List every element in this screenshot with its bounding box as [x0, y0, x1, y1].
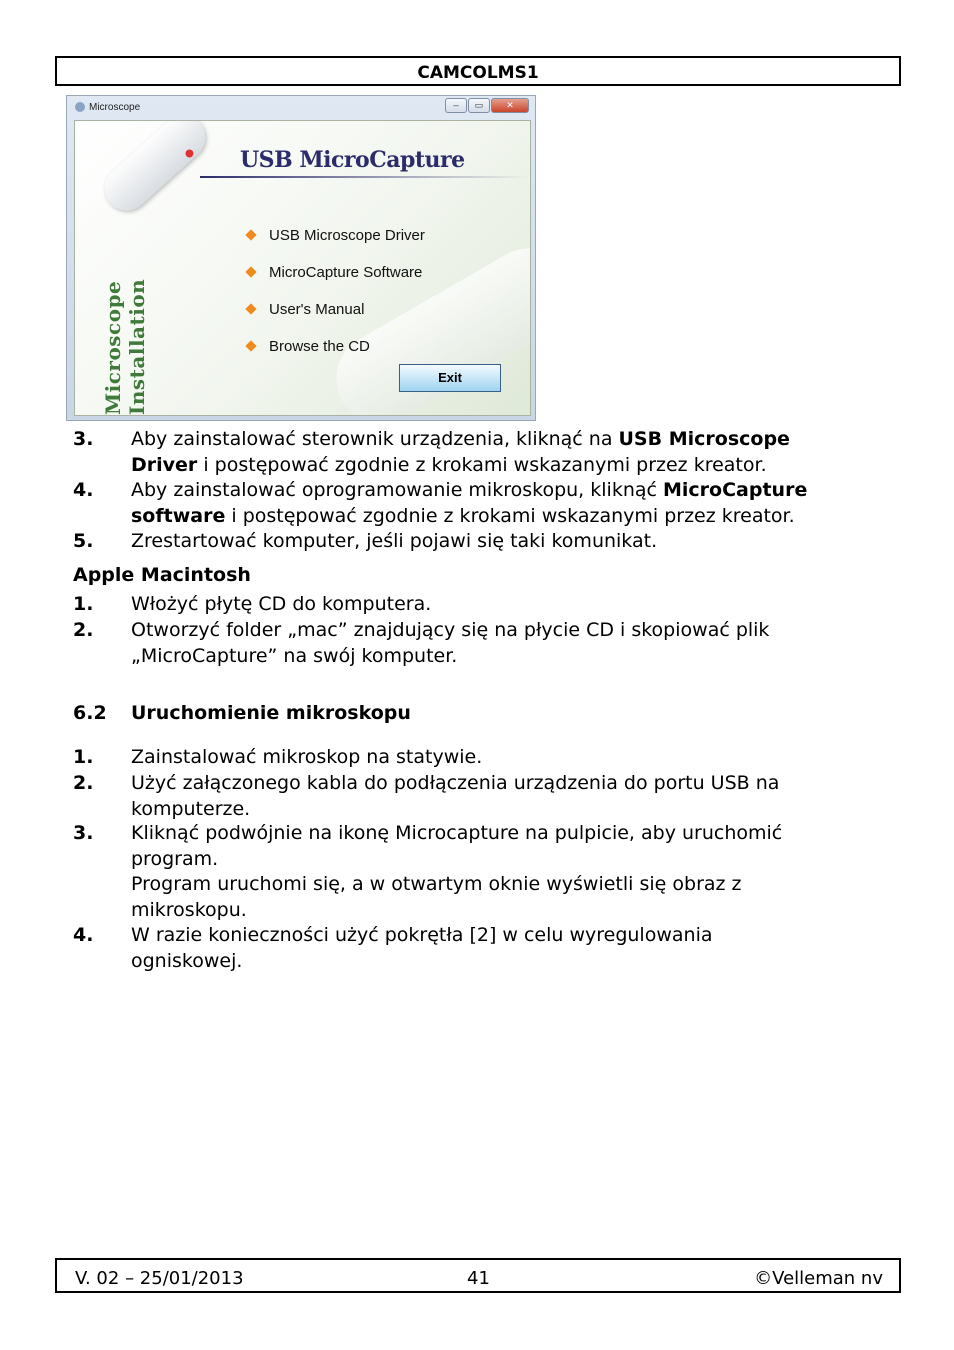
title-divider — [200, 176, 530, 178]
step-number: 4. — [73, 479, 94, 501]
step-text: W razie konieczności użyć pokrętła [2] w celu wyregulowania ogniskowej. — [131, 924, 713, 972]
window-controls — [444, 98, 529, 113]
diamond-bullet-icon — [245, 266, 256, 277]
product-code: CAMCOLMS1 — [417, 63, 539, 83]
step-text: Otworzyć folder „mac” znajdujący się na płycie CD i skopiować plik „MicroCapture” na swój komputer. — [131, 619, 770, 667]
step-text: Zrestartować komputer, jeśli pojawi się taki komunikat. — [131, 530, 658, 552]
exit-button[interactable]: Exit — [399, 364, 501, 392]
menu-browse-cd[interactable]: Browse the CD — [247, 338, 370, 355]
installer-panel — [74, 120, 531, 416]
section-title: Uruchomienie mikroskopu — [131, 702, 411, 724]
diamond-bullet-icon — [245, 229, 256, 240]
minimize-button[interactable]: – — [445, 98, 467, 113]
step-number: 5. — [73, 530, 94, 552]
window-title: Microscope — [75, 102, 140, 113]
app-icon — [75, 102, 85, 112]
step-text: Kliknąć podwójnie na ikonę Microcapture na pulpicie, aby uruchomić program. Program uruchomi się, a w otwartym oknie wyświetli się obraz z mikroskopu. — [131, 822, 783, 921]
diamond-bullet-icon — [245, 303, 256, 314]
step-number: 2. — [73, 772, 94, 794]
vertical-title: Microscope Installation — [101, 278, 149, 415]
copyright: ©Velleman nv — [754, 1268, 883, 1289]
step-text: Włożyć płytę CD do komputera. — [131, 593, 432, 615]
microscope-window — [66, 95, 536, 421]
microscope-image — [96, 120, 215, 219]
step-number: 1. — [73, 746, 94, 768]
step-text: Aby zainstalować oprogramowanie mikroskopu, kliknąć MicroCapture software i postępować zgodnie z krokami wskazanymi przez kreator. — [131, 479, 808, 527]
step-text: Aby zainstalować sterownik urządzenia, kliknąć na USB Microscope Driver i postępować zgodnie z krokami wskazanymi przez kreator. — [131, 428, 790, 476]
step-number: 1. — [73, 593, 94, 615]
page-header — [55, 56, 901, 86]
page-footer — [55, 1258, 901, 1293]
diamond-bullet-icon — [245, 340, 256, 351]
step-number: 3. — [73, 822, 94, 844]
page-number: 41 — [467, 1268, 490, 1289]
section-number: 6.2 — [73, 702, 107, 724]
menu-microcapture-software[interactable]: MicroCapture Software — [247, 264, 422, 281]
step-number: 4. — [73, 924, 94, 946]
menu-usb-driver[interactable]: USB Microscope Driver — [247, 227, 425, 244]
step-text: Użyć załączonego kabla do podłączenia urządzenia do portu USB na komputerze. — [131, 772, 780, 820]
microscope-led — [184, 148, 195, 159]
menu-users-manual[interactable]: User's Manual — [247, 301, 364, 318]
close-button[interactable]: ✕ — [491, 98, 529, 113]
step-number: 3. — [73, 428, 94, 450]
subheading: Apple Macintosh — [73, 564, 251, 586]
step-number: 2. — [73, 619, 94, 641]
version-date: V. 02 – 25/01/2013 — [75, 1268, 244, 1289]
maximize-button[interactable]: ▭ — [468, 98, 490, 113]
installer-title: USB MicroCapture — [240, 147, 465, 173]
step-text: Zainstalować mikroskop na statywie. — [131, 746, 483, 768]
